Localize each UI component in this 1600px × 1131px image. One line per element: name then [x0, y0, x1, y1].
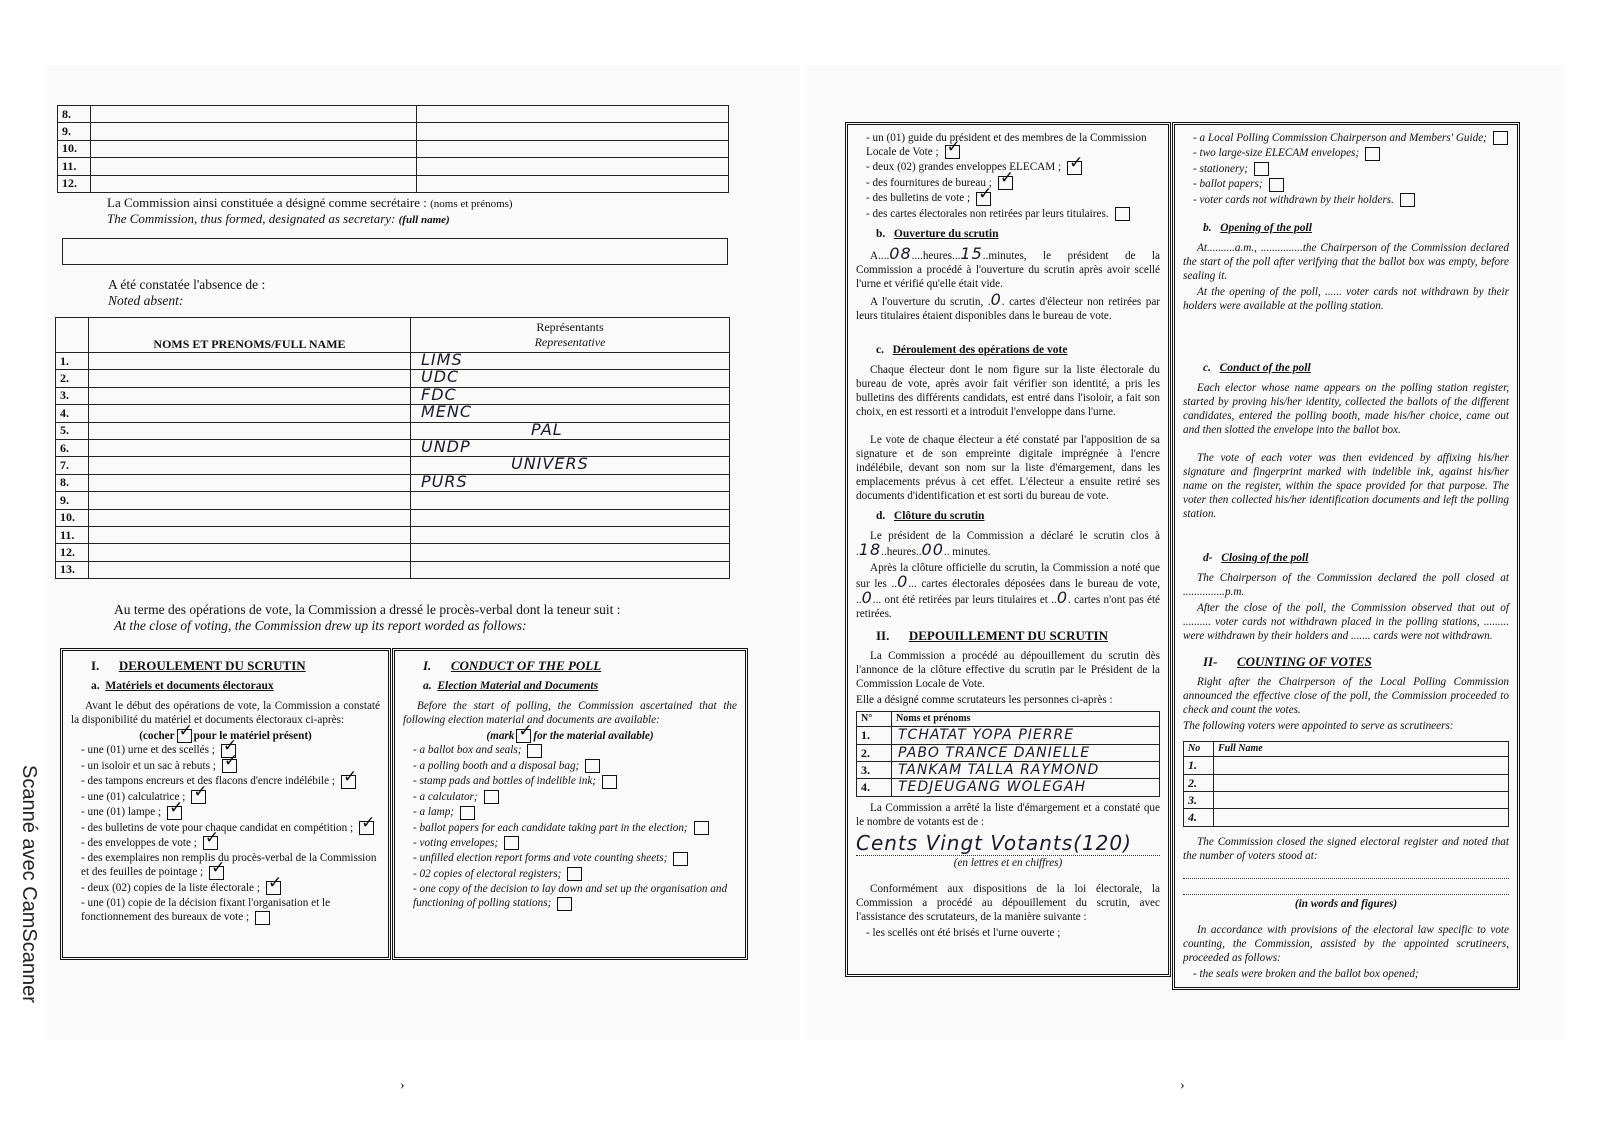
name-cell[interactable] — [89, 492, 411, 509]
table-row: 7. UNIVERS — [56, 457, 730, 474]
material-item: - voter cards not withdrawn by their holders. — [1193, 193, 1509, 207]
report-intro: Au terme des opérations de vote, la Commission a dressé le procès-verbal dont la teneur suit : At the close of voting, the Commission drew up its report worded as follows: — [114, 602, 621, 633]
scrutineer-row: 4. — [1184, 809, 1509, 826]
table-row: 4. MENC — [56, 405, 730, 422]
material-item: - un (01) guide du président et des membres de la Commission Locale de Vote ;✓ — [866, 131, 1160, 159]
material-item: - un isoloir et un sac à rebuts ;✓ — [81, 759, 380, 773]
scrutineers-table-en: No Full Name 1. 2. 3. 4. — [1183, 741, 1509, 827]
absent-table — [55, 317, 730, 579]
material-item: - deux (02) copies de la liste électorale ;✓ — [81, 881, 380, 895]
checkbox[interactable] — [1067, 161, 1082, 175]
rep-cell[interactable] — [417, 106, 729, 123]
material-item: - deux (02) grandes enveloppes ELECAM ;✓ — [866, 160, 1160, 174]
scrutineer-row: 3. TANKAM TALLA RAYMOND — [857, 761, 1160, 778]
representative-cell[interactable] — [411, 561, 730, 578]
material-item: - des bulletins de vote ;✓ — [866, 191, 1160, 205]
table-row: 12. — [56, 544, 730, 561]
opening-hour: 08 — [889, 244, 912, 264]
material-item: - des tampons encreurs et des flacons d'encre indélébile ;✓ — [81, 774, 380, 788]
name-cell[interactable] — [89, 544, 411, 561]
checkbox[interactable] — [167, 806, 182, 820]
scrutineer-name[interactable] — [1214, 791, 1509, 808]
page-marker: › — [1180, 1078, 1185, 1093]
section-title: CONDUCT OF THE POLL — [450, 658, 602, 673]
checkbox[interactable] — [255, 911, 270, 925]
checkbox[interactable] — [1115, 207, 1130, 221]
checkbox[interactable] — [998, 176, 1013, 190]
handwritten-party: LIMS — [421, 350, 463, 369]
name-cell[interactable] — [89, 474, 411, 491]
table-row: 8. — [58, 106, 729, 123]
en-conduct-box: I. CONDUCT OF THE POLL a. Election Material and Documents Before the start of polling, the Commission ascertained that the following election material and documents are available: (mark✓ for the material available) - a ballot box and seals; - a polling booth and a disposal bag; - stamp pads and bottles of indelible ink; - a calculator; - a lamp; - ballot papers for each candidate taking part in the election; - voting envelopes; - unfilled election report forms and vote counting sheets; - 02 copies of electoral registers; - one copy of the decision to lay down and set up the organisation and functioning of polling stations; — [392, 648, 748, 960]
representative-cell[interactable] — [411, 544, 730, 561]
table-row: 1. LIMS — [56, 353, 730, 370]
voter-count-field[interactable] — [1183, 865, 1509, 879]
checkbox[interactable] — [602, 775, 617, 789]
material-item: - des enveloppes de vote ;✓ — [81, 836, 380, 850]
name-cell[interactable] — [89, 509, 411, 526]
secretary-label: La Commission ainsi constituée a désigné comme secrétaire : (noms et prénoms) The Commission, thus formed, designated as secretary: (full name) — [107, 195, 513, 226]
checkbox[interactable] — [1493, 131, 1508, 145]
material-item: - une (01) copie de la décision fixant l'organisation et le fonctionnement des bureaux de vote ; — [81, 897, 331, 924]
material-item: - une (01) calculatrice ;✓ — [81, 790, 380, 804]
scrutineer-name[interactable] — [1214, 809, 1509, 826]
checkbox[interactable] — [484, 790, 499, 804]
page-marker: › — [400, 1078, 405, 1093]
name-cell[interactable] — [91, 106, 417, 123]
name-cell[interactable] — [89, 526, 411, 543]
scrutineer-name[interactable]: TANKAM TALLA RAYMOND — [892, 761, 1160, 778]
handwritten-party: MENC — [421, 402, 473, 422]
checkbox[interactable] — [1400, 193, 1415, 207]
material-item: - stationery; — [1193, 162, 1509, 176]
rep-cell[interactable] — [417, 123, 729, 140]
material-item: - ballot papers for each candidate taking part in the election; — [413, 821, 737, 835]
checkbox[interactable] — [557, 897, 572, 911]
representative-cell[interactable] — [411, 402, 730, 422]
name-cell[interactable] — [91, 158, 417, 175]
material-item: - a polling booth and a disposal bag; — [413, 759, 737, 773]
checkbox[interactable] — [222, 759, 237, 773]
material-item: - a calculator; — [413, 790, 737, 804]
table-row: 3. FDC — [56, 387, 730, 404]
scrutineer-row: 4. TEDJEUGANG WOLEGAH — [857, 779, 1160, 796]
header-representative: Représentants Representative — [411, 318, 730, 353]
scrutineers-table-fr: N° Noms et prénoms 1. TCHATAT YOPA PIERRE 2. PABO TRANCE DANIELLE 3. TANKAM TALLA RAYMOND 4. TEDJEUGANG WOLEGAH — [856, 711, 1160, 797]
name-cell[interactable] — [89, 561, 411, 578]
table-row: 9. — [56, 492, 730, 509]
material-item: - stamp pads and bottles of indelible ink; — [413, 774, 737, 788]
checkbox[interactable] — [1269, 178, 1284, 192]
scrutineer-row: 2. PABO TRANCE DANIELLE — [857, 744, 1160, 761]
handwritten-party: UNDP — [421, 436, 471, 456]
material-item: - des bulletins de vote pour chaque candidat en compétition ;✓ — [81, 821, 380, 835]
checkbox[interactable] — [585, 759, 600, 773]
secretary-name-field[interactable] — [62, 238, 728, 265]
table-row: 8. PURS — [56, 474, 730, 491]
checkbox[interactable] — [1365, 147, 1380, 161]
rep-cell[interactable] — [417, 158, 729, 175]
material-item: - a Local Polling Commission Chairperson and Members' Guide; — [1193, 131, 1509, 145]
material-item: - des fournitures de bureau ;✓ — [866, 176, 1160, 190]
camscanner-watermark: Scanné avec CamScanner — [18, 765, 40, 1003]
checkbox[interactable] — [1254, 162, 1269, 176]
table-row: 13. — [56, 561, 730, 578]
material-item: - des exemplaires non remplis du procès-verbal de la Commission et des feuilles de pointage ;✓ — [81, 851, 380, 879]
scrutineer-name[interactable]: PABO TRANCE DANIELLE — [892, 744, 1160, 761]
material-item: - voting envelopes; — [413, 836, 737, 850]
material-item: - unfilled election report forms and vote counting sheets; — [413, 851, 737, 865]
representative-cell[interactable] — [411, 367, 730, 387]
header-full-name: NOMS ET PRENOMS/FULL NAME — [89, 318, 411, 353]
checkbox[interactable] — [527, 744, 542, 758]
checkbox-sample — [177, 729, 192, 743]
material-item: - ballot papers; — [1193, 177, 1509, 191]
representative-cell[interactable] — [411, 492, 730, 509]
checkbox[interactable] — [673, 852, 688, 866]
name-cell[interactable] — [89, 457, 411, 474]
left-page — [45, 65, 800, 1040]
table-row: 5. PAL — [56, 422, 730, 439]
name-cell[interactable] — [89, 370, 411, 387]
table-row: 10. — [56, 509, 730, 526]
closing-minutes: 00 — [921, 540, 944, 560]
checkbox[interactable] — [504, 836, 519, 850]
voter-count: Cents Vingt Votants(120) — [856, 831, 1160, 856]
checkbox[interactable] — [567, 867, 582, 881]
handwritten-party: UDC — [421, 367, 460, 387]
checkbox[interactable] — [359, 821, 374, 835]
name-cell[interactable] — [91, 175, 417, 192]
members-table-continued — [57, 105, 729, 193]
checkbox[interactable] — [203, 836, 218, 850]
material-item: - une (01) lampe ;✓ — [81, 805, 380, 819]
handwritten-party: FDC — [421, 384, 457, 404]
table-row: 2. UDC — [56, 370, 730, 387]
name-cell[interactable] — [91, 140, 417, 157]
table-row: 11. — [56, 526, 730, 543]
absent-label: A été constatée l'absence de : Noted absent: — [108, 277, 266, 308]
material-item: - 02 copies of electoral registers; — [413, 867, 737, 881]
table-row: 11. — [58, 158, 729, 175]
name-cell[interactable] — [89, 422, 411, 439]
checkbox-sample — [516, 729, 531, 743]
material-item: - one copy of the decision to lay down and set up the organisation and functioning of polling stations; — [413, 883, 728, 910]
checkbox[interactable] — [341, 775, 356, 789]
checkbox[interactable] — [460, 806, 475, 820]
closing-hour: 18 — [858, 540, 882, 560]
scrutineer-name[interactable] — [1214, 757, 1509, 774]
rep-cell[interactable] — [417, 140, 729, 157]
table-row: 6. UNDP — [56, 439, 730, 456]
handwritten-party: PAL — [531, 419, 563, 439]
checkbox[interactable] — [976, 192, 991, 206]
fr-column: - un (01) guide du président et des membres de la Commission Locale de Vote ;✓ - deux (02) grandes enveloppes ELECAM ;✓ - des fournitures de bureau ;✓ - des bulletins de vote ;✓ - des cartes électorales non retirées par leurs titulaires. b. Ouverture du scrutin A....08....heures...15..minutes, le président de la Commission a procédé à l'ouverture du scrutin après avoir scellé l'urne et vérifié qu'elle était vide. A l'ouverture du scrutin, .0. cartes d'électeur non retirées par leurs titulaires étaient disponibles dans le bureau de vote. c. Déroulement des opérations de vote Chaque électeur dont le nom figure sur la liste électorale du bureau de vote, après avoir fait vérifier son identité, a pris les bulletins des différents candidats, est entré dans l'isoloir, a fait son choix, en est ressorti et a introduit l'enveloppe dans l'urne. Le vote de chaque électeur a été constaté par l'apposition de sa signature et de son empreinte digitale imprégnée à l'encre indélébile, devant son nom sur la liste d'émargement, dans les emplacements prévus à cet effet. L'électeur a ensuite retiré ses documents d'identification et est sorti du bureau de vote. d. Clôture du scrutin Le président de la Commission a déclaré le scrutin clos à .18..heures..00.. minutes. Après la clôture officielle du scrutin, la Commission a noté que sur les ..0... cartes électorales déposées dans le bureau de vote, ..0... ont été retirées par leurs titulaires et ..0. cartes n'ont pas été retirées. II. DEPOUILLEMENT DU SCRUTIN La Commission a procédé au dépouillement du scrutin dès l'annonce de la clôture effective du scrutin par le Président de la Commission Locale de Vote. Elle a désigné comme scrutateurs les personnes ci-après : N° Noms et prénoms 1. TCHATAT YOPA PIERRE 2. PABO TRANCE DANIELLE 3. TANKAM TALLA RAYMOND 4. TEDJEUGANG WOLEGAH La Commission a arrêté la liste d'émargement et a constaté que le nombre de votants est de : Cents Vingt Votants(120) (en lettres et en chiffres) Conformément aux dispositions de la loi électorale, la Commission a procédé au dépouillement du scrutin, avec l'assistance des scrutateurs, de la manière suivante : - les scellés ont été brisés et l'urne ouverte ; — [845, 122, 1171, 977]
fr-conduct-box: I. DEROULEMENT DU SCRUTIN a. Matériels et documents électoraux Avant le début des opérations de vote, la Commission a constaté la disponibilité du matériel et documents électoraux ci-après: (cocher✓ pour le matériel présent) - une (01) urne et des scellés ;✓ - un isoloir et un sac à rebuts ;✓ - des tampons encreurs et des flacons d'encre indélébile ;✓ - une (01) calculatrice ;✓ - une (01) lampe ;✓ - des bulletins de vote pour chaque candidat en compétition ;✓ - des enveloppes de vote ;✓ - des exemplaires non remplis du procès-verbal de la Commission et des feuilles de pointage ;✓ - deux (02) copies de la liste électorale ;✓ - une (01) copie de la décision fixant l'organisation et le fonctionnement des bureaux de vote ; — [60, 648, 391, 960]
checkbox[interactable] — [266, 881, 281, 895]
material-item: - des cartes électorales non retirées par leurs titulaires. — [866, 207, 1160, 221]
material-item: - a lamp; — [413, 805, 737, 819]
checkbox[interactable] — [694, 821, 709, 835]
name-cell[interactable] — [89, 439, 411, 456]
checkbox[interactable] — [191, 790, 206, 804]
scrutineer-name[interactable] — [1214, 774, 1509, 791]
material-item: - une (01) urne et des scellés ;✓ — [81, 743, 380, 757]
checkbox[interactable] — [209, 866, 224, 880]
scrutineer-row: 1. TCHATAT YOPA PIERRE — [857, 727, 1160, 744]
scrutineer-name[interactable]: TEDJEUGANG WOLEGAH — [892, 779, 1160, 796]
rep-cell[interactable] — [417, 175, 729, 192]
handwritten-party: UNIVERS — [511, 454, 589, 474]
representative-cell[interactable] — [411, 471, 730, 491]
opening-minutes: 15 — [960, 244, 983, 264]
name-cell[interactable] — [89, 387, 411, 404]
handwritten-party: PURS — [421, 471, 468, 491]
scrutineer-row: 1. — [1184, 757, 1509, 774]
material-item: - two large-size ELECAM envelopes; — [1193, 146, 1509, 160]
table-row: 9. — [58, 123, 729, 140]
name-cell[interactable] — [91, 123, 417, 140]
section-title: DEROULEMENT DU SCRUTIN — [118, 658, 306, 673]
table-row: 10. — [58, 140, 729, 157]
representative-cell[interactable] — [411, 526, 730, 543]
representative-cell[interactable] — [411, 509, 730, 526]
scrutineer-name[interactable]: TCHATAT YOPA PIERRE — [892, 727, 1160, 744]
scrutineer-row: 3. — [1184, 791, 1509, 808]
scrutineer-row: 2. — [1184, 774, 1509, 791]
en-column: - a Local Polling Commission Chairperson and Members' Guide; - two large-size ELECAM envelopes; - stationery; - ballot papers; - voter cards not withdrawn by their holders. b. Opening of the poll At..........a.m., ...............the Chairperson of the Commission declared the start of the poll after verifying that the ballot box was empty, before sealing it. At the opening of the poll, ...... voter cards not withdrawn by their holders were available at the polling station. c. Conduct of the poll Each elector whose name appears on the polling station register, started by proving his/her identity, collected the ballots of the different candidates, entered the polling booth, made his/her choice, came out and then slotted the envelope into the ballot box. The vote of each voter was then evidenced by affixing his/her signature and fingerprint marked with indelible ink, against his/her name on the register, within the space provided for that purpose. The voter then collected his/her identification documents and left the polling station. d- Closing of the poll The Chairperson of the Commission declared the poll closed at ...............p.m. After the close of the poll, the Commission observed that out of .......... voter cards not withdrawn placed in the polling stations, ......... were withdrawn by their holders and ....... cards were not withdrawn. II- COUNTING OF VOTES Right after the Chairperson of the Local Polling Commission announced the effective close of the poll, the Commission proceeded to check and count the votes. The following voters were appointed to serve as scrutineers: No Full Name 1. 2. 3. 4. The Commission closed the signed electoral register and noted that the number of voters stood at: (in words and figures) In accordance with provisions of the electoral law specific to vote counting, the Commission, assisted by the appointed scrutineers, proceeded as follows: - the seals were broken and the ballot box opened; — [1172, 122, 1520, 990]
table-row: 12. — [58, 175, 729, 192]
checkbox[interactable] — [945, 145, 960, 159]
name-cell[interactable] — [89, 405, 411, 422]
material-item: - a ballot box and seals; — [413, 743, 737, 757]
right-page — [805, 65, 1565, 1040]
name-cell[interactable] — [89, 353, 411, 370]
